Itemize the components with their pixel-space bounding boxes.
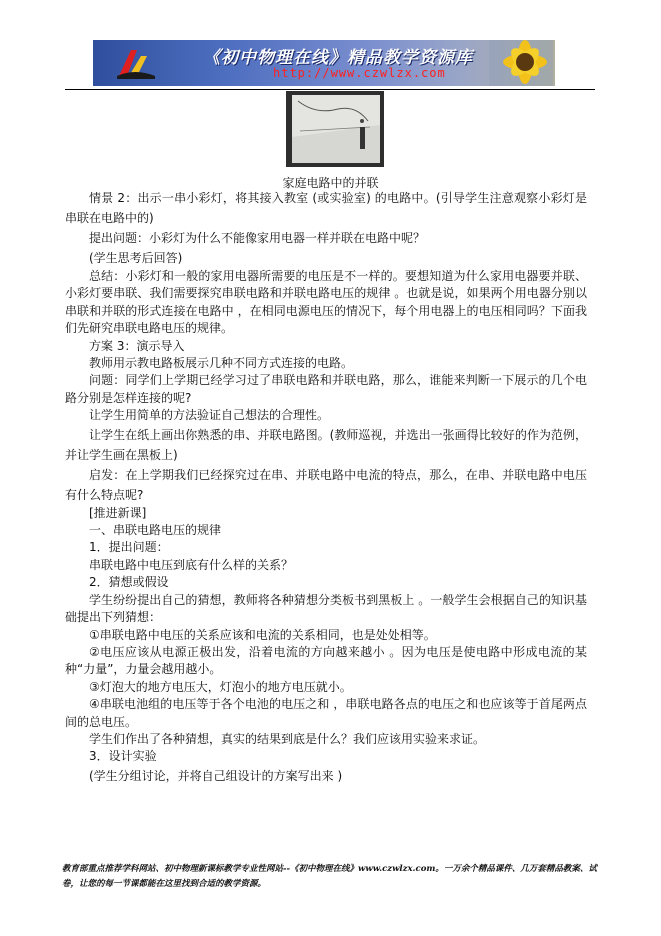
paragraph: [推进新课] <box>89 505 147 520</box>
paragraph: 方案 3：演示导入 <box>89 338 185 353</box>
paragraph: 串联电路中电压到底有什么样的关系？ <box>89 557 294 572</box>
paragraph: ④串联电池组的电压等于各个电池的电压之和 ，串联电路各点的电压之和也应该等于首尾两点间的总电压。 <box>65 697 587 729</box>
paragraph: 让学生用简单的方法验证自己想法的合理性。 <box>89 408 330 423</box>
paragraph: 让学生在纸上画出你熟悉的串、并联电路图。(教师巡视，并选出一张画得比较好的作为范例，并让学生画在黑板上) <box>65 427 587 462</box>
page-footer: 教育部重点推荐学科网站、初中物理新课标教学专业性网站--《初中物理在线》www.czwlzx.com。一万余个精品课件、几万套精品教案、试卷，让您的每一节课都能在这里找到合适的教学资源。 <box>62 864 597 889</box>
logo-icon <box>115 46 157 80</box>
paragraph: 情景 2：出示一串小彩灯，将其接入教室 (或实验室) 的电路中。(引导学生注意观察小彩灯是串联在电路中的) <box>65 191 587 225</box>
document-body <box>65 188 587 786</box>
sunflower-icon <box>489 40 553 86</box>
banner-title: 《初中物理在线》精品教学资源库 <box>203 48 473 68</box>
banner-url: http://www.czwlzx.com <box>273 66 446 80</box>
figure-caption: 家庭电路中的并联 <box>282 176 379 190</box>
paragraph: (学生分组讨论，并将自己组设计的方案写出来 ) <box>89 768 343 783</box>
paragraph: ③灯泡大的地方电压大，灯泡小的地方电压就小。 <box>89 679 352 694</box>
header-divider <box>65 89 595 90</box>
paragraph: 问题：同学们上学期已经学习过了串联电路和并联电路，那么，谁能来判断一下展示的几个电路分别是怎样连接的呢? <box>65 373 587 405</box>
paragraph: 学生们作出了各种猜想，真实的结果到底是什么？我们应该用实验来求证。 <box>89 731 486 746</box>
paragraph: ①串联电路中电压的关系应该和电流的关系相同，也是处处相等。 <box>89 627 436 642</box>
paragraph: 教师用示教电路板展示几种不同方式连接的电路。 <box>89 356 354 371</box>
paragraph: 学生纷纷提出自己的猜想，教师将各种猜想分类板书到黑板上 。一般学生会根据自己的知识基础提出下列猜想： <box>65 592 587 625</box>
paragraph: (学生思考后回答) <box>89 251 183 265</box>
paragraph: 提出问题：小彩灯为什么不能像家用电器一样并联在电路中呢？ <box>89 231 426 245</box>
paragraph: 1．提出问题： <box>89 540 169 555</box>
header-banner <box>93 40 555 86</box>
paragraph: 总结：小彩灯和一般的家用电器所需要的电压是不一样的。要想知道为什么家用电器要并联、小彩灯要串联、我们需要探究串联电路和并联电路电压的规律 。也就是说，如果两个用电器分别以串联和并联的形式连接在电路中 ，在相同电源电压的情况下，每个用电器上的电压相同吗？下面我们先研究串联电路电压的规律。 <box>65 269 587 336</box>
paragraph: 启发：在上学期我们已经探究过在串、并联电路中电流的特点，那么，在串、并联电路中电压有什么特点呢? <box>65 467 587 502</box>
paragraph: 2．猜想或假设 <box>89 575 169 590</box>
paragraph: ②电压应该从电源正极出发，沿着电流的方向越来越小 。因为电压是使电路中形成电流的某种“力量”，力量会越用越小。 <box>65 644 587 677</box>
ceiling-wiring-photo <box>286 91 384 167</box>
paragraph: 一、串联电路电压的规律 <box>89 523 222 538</box>
paragraph: 3．设计实验 <box>89 749 157 764</box>
